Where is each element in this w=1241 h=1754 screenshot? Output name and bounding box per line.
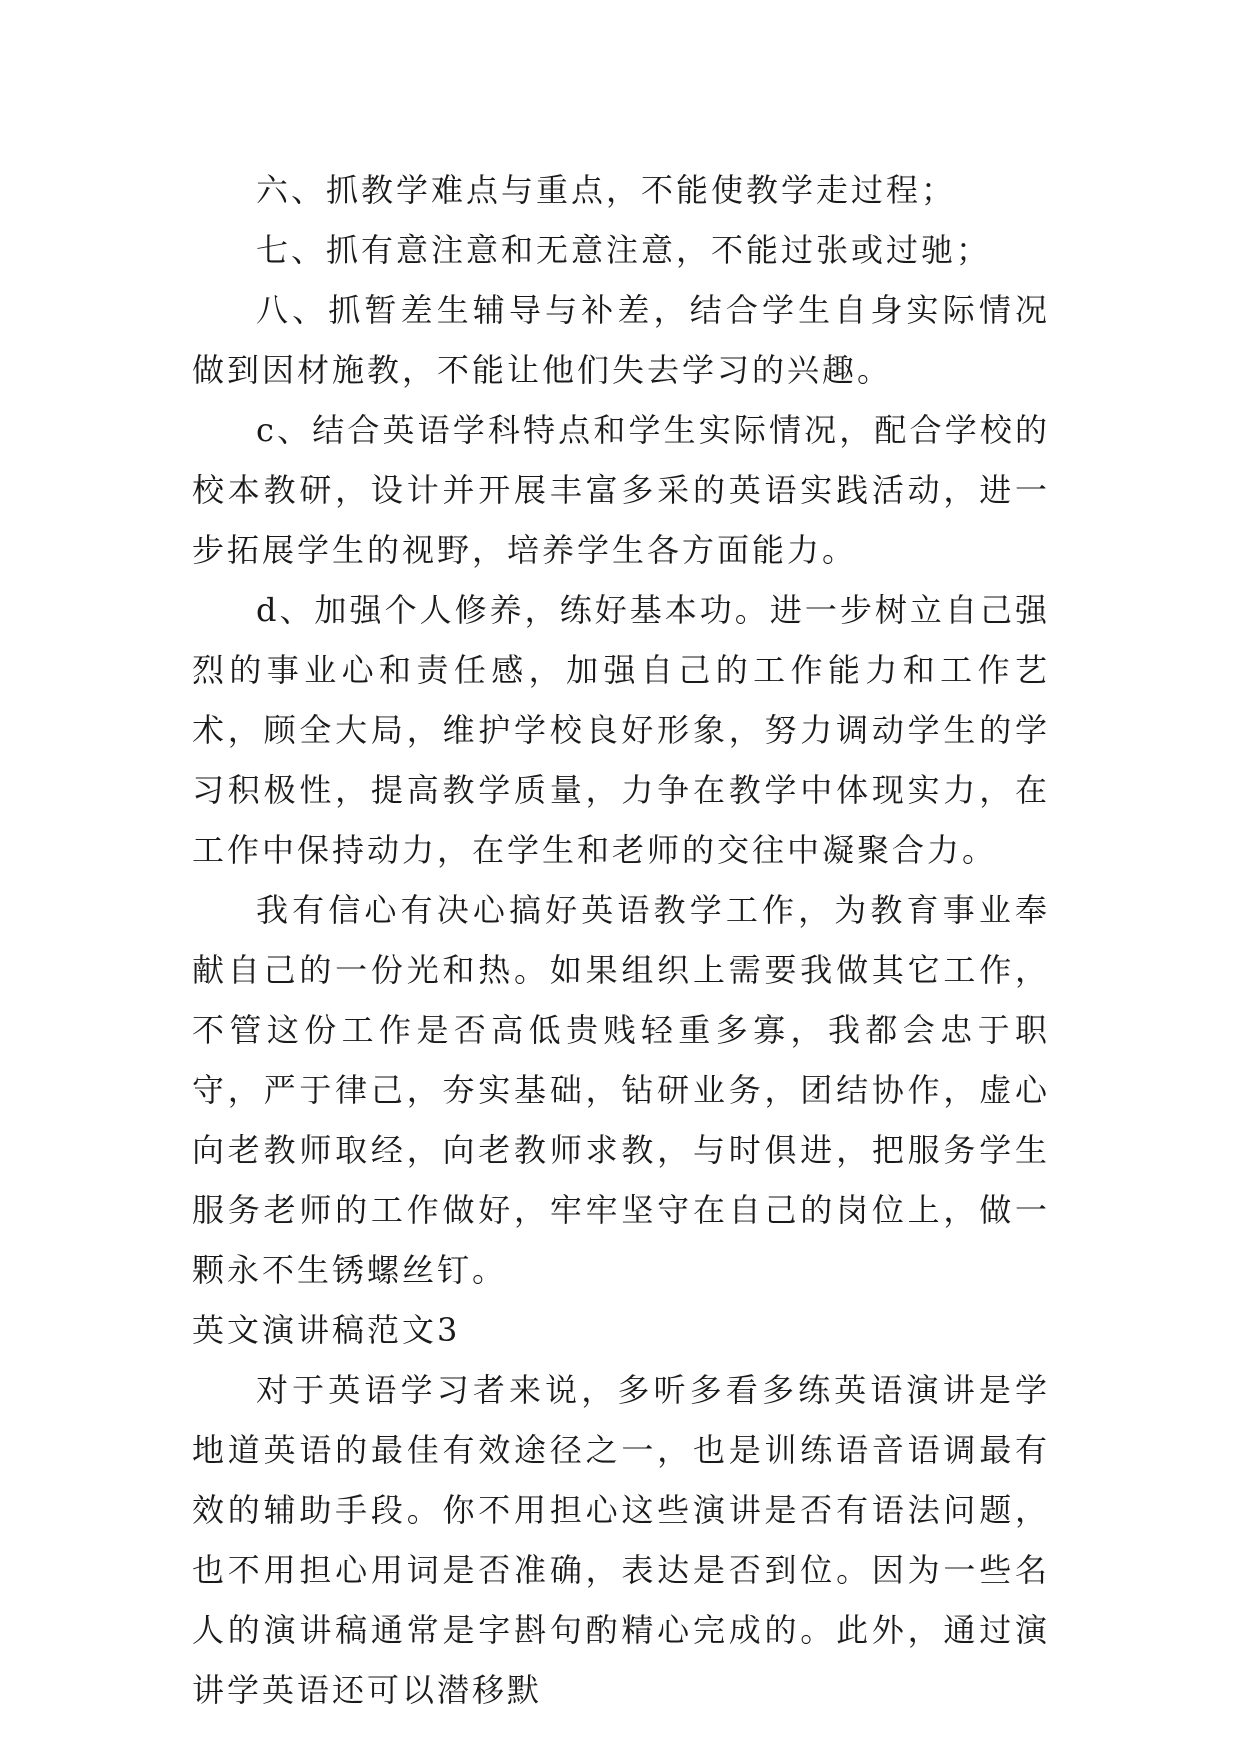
document-body bbox=[192, 160, 1050, 1720]
paragraph-item-7: 七、抓有意注意和无意注意，不能过张或过驰； bbox=[256, 231, 992, 269]
paragraph-speech-intro: 对于英语学习者来说，多听多看多练英语演讲是学地道英语的最佳有效途径之一，也是训练语音语调最有效的辅助手段。你不用担心这些演讲是否有语法问题，也不用担心用词是否准确，表达是否到位。因为一些名人的演讲稿通常是字斟句酌精心完成的。此外，通过演讲学英语还可以潜移默 bbox=[192, 1371, 1050, 1709]
paragraph-item-6: 六、抓教学难点与重点，不能使教学走过程； bbox=[256, 171, 957, 209]
paragraph-item-8: 八、抓暂差生辅导与补差，结合学生自身实际情况做到因材施教，不能让他们失去学习的兴趣。 bbox=[192, 291, 1050, 389]
paragraph-item-d: d、加强个人修养，练好基本功。进一步树立自己强烈的事业心和责任感，加强自己的工作能力和工作艺术，顾全大局，维护学校良好形象，努力调动学生的学习积极性，提高教学质量，力争在教学中体现实力，在工作中保持动力，在学生和老师的交往中凝聚合力。 bbox=[192, 591, 1050, 869]
section-heading: 英文演讲稿范文3 bbox=[192, 1311, 461, 1349]
paragraph-commitment: 我有信心有决心搞好英语教学工作，为教育事业奉献自己的一份光和热。如果组织上需要我做其它工作，不管这份工作是否高低贵贱轻重多寡，我都会忠于职守，严于律己，夯实基础，钻研业务，团结协作，虚心向老教师取经，向老教师求教，与时俱进，把服务学生服务老师的工作做好，牢牢坚守在自己的岗位上，做一颗永不生锈螺丝钉。 bbox=[192, 891, 1050, 1289]
paragraph-item-c: c、结合英语学科特点和学生实际情况，配合学校的校本教研，设计并开展丰富多采的英语实践活动，进一步拓展学生的视野，培养学生各方面能力。 bbox=[192, 411, 1050, 569]
